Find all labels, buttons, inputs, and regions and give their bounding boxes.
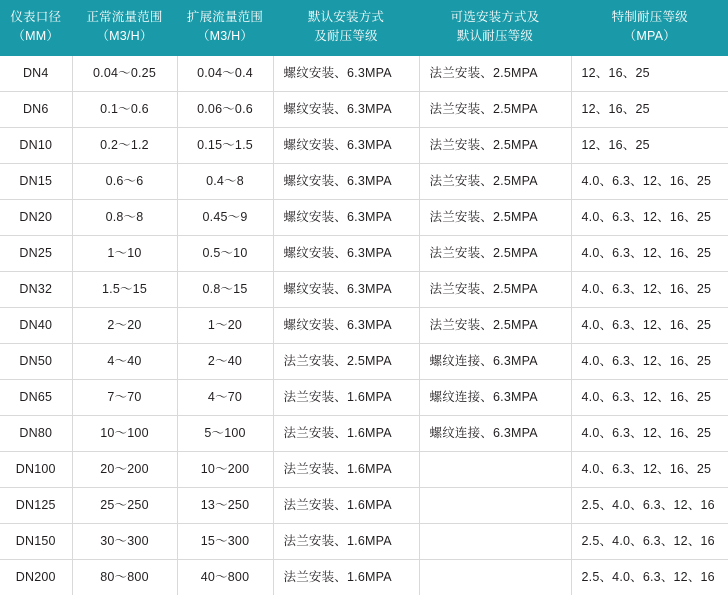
cell-optional-installation: 法兰安装、2.5MPA (419, 199, 571, 235)
cell-custom-pressure: 2.5、4.0、6.3、12、16 (581, 570, 715, 585)
cell-custom-pressure: 2.5、4.0、6.3、12、16 (571, 523, 728, 559)
cell-optional-installation: 法兰安装、2.5MPA (419, 307, 571, 343)
cell-caliber: DN32 (0, 271, 72, 307)
cell-optional-installation: 螺纹连接、6.3MPA (419, 379, 571, 415)
cell-custom-pressure: 4.0、6.3、12、16、25 (571, 451, 728, 487)
cell-optional-installation: 法兰安装、2.5MPA (419, 127, 571, 163)
cell-default-installation: 螺纹安装、6.3MPA (273, 271, 419, 307)
cell-caliber: DN100 (0, 451, 72, 487)
table-row (0, 271, 728, 307)
cell-optional-installation: 螺纹连接、6.3MPA (419, 415, 571, 451)
column-header-caliber (0, 0, 72, 56)
cell-extended-flow: 10～200 (177, 451, 273, 487)
cell-normal-flow: 0.1～0.6 (72, 91, 177, 127)
cell-extended-flow: 2～40 (177, 343, 273, 379)
cell-caliber: DN6 (0, 91, 72, 127)
cell-default-installation: 螺纹安装、6.3MPA (273, 91, 419, 127)
table-row (0, 235, 728, 271)
cell-default-installation: 螺纹安装、6.3MPA (273, 163, 419, 199)
column-header-line1: 可选安装方式及 (450, 10, 540, 24)
table-row (0, 91, 728, 127)
cell-normal-flow: 7～70 (72, 379, 177, 415)
cell-normal-flow: 80～800 (72, 559, 177, 595)
cell-optional-installation: 螺纹连接、6.3MPA (419, 343, 571, 379)
cell-normal-flow: 2～20 (72, 307, 177, 343)
cell-optional-installation: 法兰安装、2.5MPA (419, 163, 571, 199)
cell-extended-flow: 0.4～8 (177, 163, 273, 199)
cell-custom-pressure: 4.0、6.3、12、16、25 (571, 163, 728, 199)
cell-default-installation: 法兰安装、2.5MPA (273, 343, 419, 379)
cell-optional-installation: 法兰安装、2.5MPA (419, 271, 571, 307)
cell-caliber: DN15 (0, 163, 72, 199)
column-header-line2: 及耐压等级 (314, 29, 378, 44)
cell-extended-flow: 0.04～0.4 (177, 56, 273, 92)
table-row (0, 379, 728, 415)
cell-extended-flow: 0.06～0.6 (177, 91, 273, 127)
cell-normal-flow: 0.04～0.25 (72, 56, 177, 92)
cell-custom-pressure: 4.0、6.3、12、16、25 (571, 379, 728, 415)
cell-optional-installation: 法兰安装、2.5MPA (419, 235, 571, 271)
table-row (0, 56, 728, 92)
table-row (0, 199, 728, 235)
cell-custom-pressure: 2.5、4.0、6.3、12、16 (571, 487, 728, 523)
cell-normal-flow: 0.8～8 (72, 199, 177, 235)
column-header-line2: 默认耐压等级 (456, 29, 534, 44)
cell-default-installation: 螺纹安装、6.3MPA (273, 56, 419, 92)
cell-normal-flow: 1.5～15 (72, 271, 177, 307)
cell-caliber: DN125 (0, 487, 72, 523)
cell-caliber: DN150 (0, 523, 72, 559)
cell-default-installation: 螺纹安装、6.3MPA (273, 307, 419, 343)
cell-optional-installation (419, 487, 571, 523)
table-row (0, 487, 728, 523)
column-header-line1: 仪表口径 (10, 10, 62, 24)
cell-caliber: DN4 (0, 56, 72, 92)
cell-caliber: DN25 (0, 235, 72, 271)
column-header-line2: （MM） (12, 29, 60, 44)
cell-normal-flow: 0.2～1.2 (72, 127, 177, 163)
table-row (0, 451, 728, 487)
cell-default-installation: 法兰安装、1.6MPA (273, 415, 419, 451)
cell-default-installation: 法兰安装、1.6MPA (273, 451, 419, 487)
column-header-custom-pressure-rating (571, 0, 728, 56)
cell-caliber: DN200 (0, 559, 72, 595)
cell-caliber: DN40 (0, 307, 72, 343)
cell-caliber: DN10 (0, 127, 72, 163)
cell-optional-installation: 法兰安装、2.5MPA (419, 56, 571, 92)
table-row (0, 127, 728, 163)
column-header-optional-installation (419, 0, 571, 56)
cell-extended-flow: 5～100 (177, 415, 273, 451)
cell-custom-pressure: 4.0、6.3、12、16、25 (571, 271, 728, 307)
table-header (0, 0, 728, 56)
cell-custom-pressure: 4.0、6.3、12、16、25 (571, 199, 728, 235)
column-header-line2: （M3/H） (96, 29, 153, 44)
cell-normal-flow: 25～250 (72, 487, 177, 523)
cell-normal-flow: 4～40 (72, 343, 177, 379)
table-header-row (0, 0, 728, 56)
cell-optional-installation (419, 523, 571, 559)
column-header-line2: （MPA） (623, 29, 676, 44)
cell-caliber: DN80 (0, 415, 72, 451)
cell-optional-installation: 法兰安装、2.5MPA (419, 91, 571, 127)
column-header-line2: （M3/H） (196, 29, 254, 44)
cell-extended-flow: 0.15～1.5 (177, 127, 273, 163)
cell-custom-pressure: 4.0、6.3、12、16、25 (571, 307, 728, 343)
cell-extended-flow: 15～300 (177, 523, 273, 559)
cell-extended-flow: 0.5～10 (177, 235, 273, 271)
cell-optional-installation (419, 559, 571, 595)
cell-optional-installation (419, 451, 571, 487)
column-header-line1: 扩展流量范围 (186, 10, 264, 24)
cell-custom-pressure: 4.0、6.3、12、16、25 (571, 343, 728, 379)
table-row (0, 163, 728, 199)
cell-extended-flow: 40～800 (177, 559, 273, 595)
cell-custom-pressure: 12、16、25 (571, 127, 728, 163)
table-row (0, 415, 728, 451)
cell-default-installation: 法兰安装、1.6MPA (273, 379, 419, 415)
column-header-default-installation (273, 0, 419, 56)
cell-default-installation: 法兰安装、1.6MPA (273, 559, 419, 595)
column-header-line1: 默认安装方式 (307, 10, 385, 24)
cell-custom-pressure: 4.0、6.3、12、16、25 (571, 415, 728, 451)
cell-extended-flow: 13～250 (177, 487, 273, 523)
cell-default-installation: 法兰安装、1.6MPA (273, 487, 419, 523)
cell-extended-flow: 0.45～9 (177, 199, 273, 235)
table-body (0, 56, 728, 595)
cell-normal-flow: 20～200 (72, 451, 177, 487)
cell-normal-flow: 0.6～6 (72, 163, 177, 199)
column-header-extended-flow-range (177, 0, 273, 56)
column-header-normal-flow-range (72, 0, 177, 56)
cell-normal-flow: 1～10 (72, 235, 177, 271)
cell-caliber: DN50 (0, 343, 72, 379)
cell-normal-flow: 30～300 (72, 523, 177, 559)
cell-default-installation: 螺纹安装、6.3MPA (273, 127, 419, 163)
cell-default-installation: 螺纹安装、6.3MPA (273, 199, 419, 235)
cell-default-installation: 螺纹安装、6.3MPA (273, 235, 419, 271)
cell-caliber: DN20 (0, 199, 72, 235)
cell-custom-pressure: 12、16、25 (571, 91, 728, 127)
cell-normal-flow: 10～100 (72, 415, 177, 451)
cell-extended-flow: 1～20 (177, 307, 273, 343)
cell-extended-flow: 0.8～15 (177, 271, 273, 307)
table-row (0, 559, 728, 595)
cell-caliber: DN65 (0, 379, 72, 415)
cell-custom-pressure: 12、16、25 (571, 56, 728, 92)
column-header-line1: 特制耐压等级 (611, 10, 688, 24)
table-row (0, 343, 728, 379)
cell-default-installation: 法兰安装、1.6MPA (273, 523, 419, 559)
table-row (0, 307, 728, 343)
table-row (0, 523, 728, 559)
cell-extended-flow: 4～70 (177, 379, 273, 415)
cell-custom-pressure: 4.0、6.3、12、16、25 (571, 235, 728, 271)
column-header-line1: 正常流量范围 (86, 10, 163, 24)
